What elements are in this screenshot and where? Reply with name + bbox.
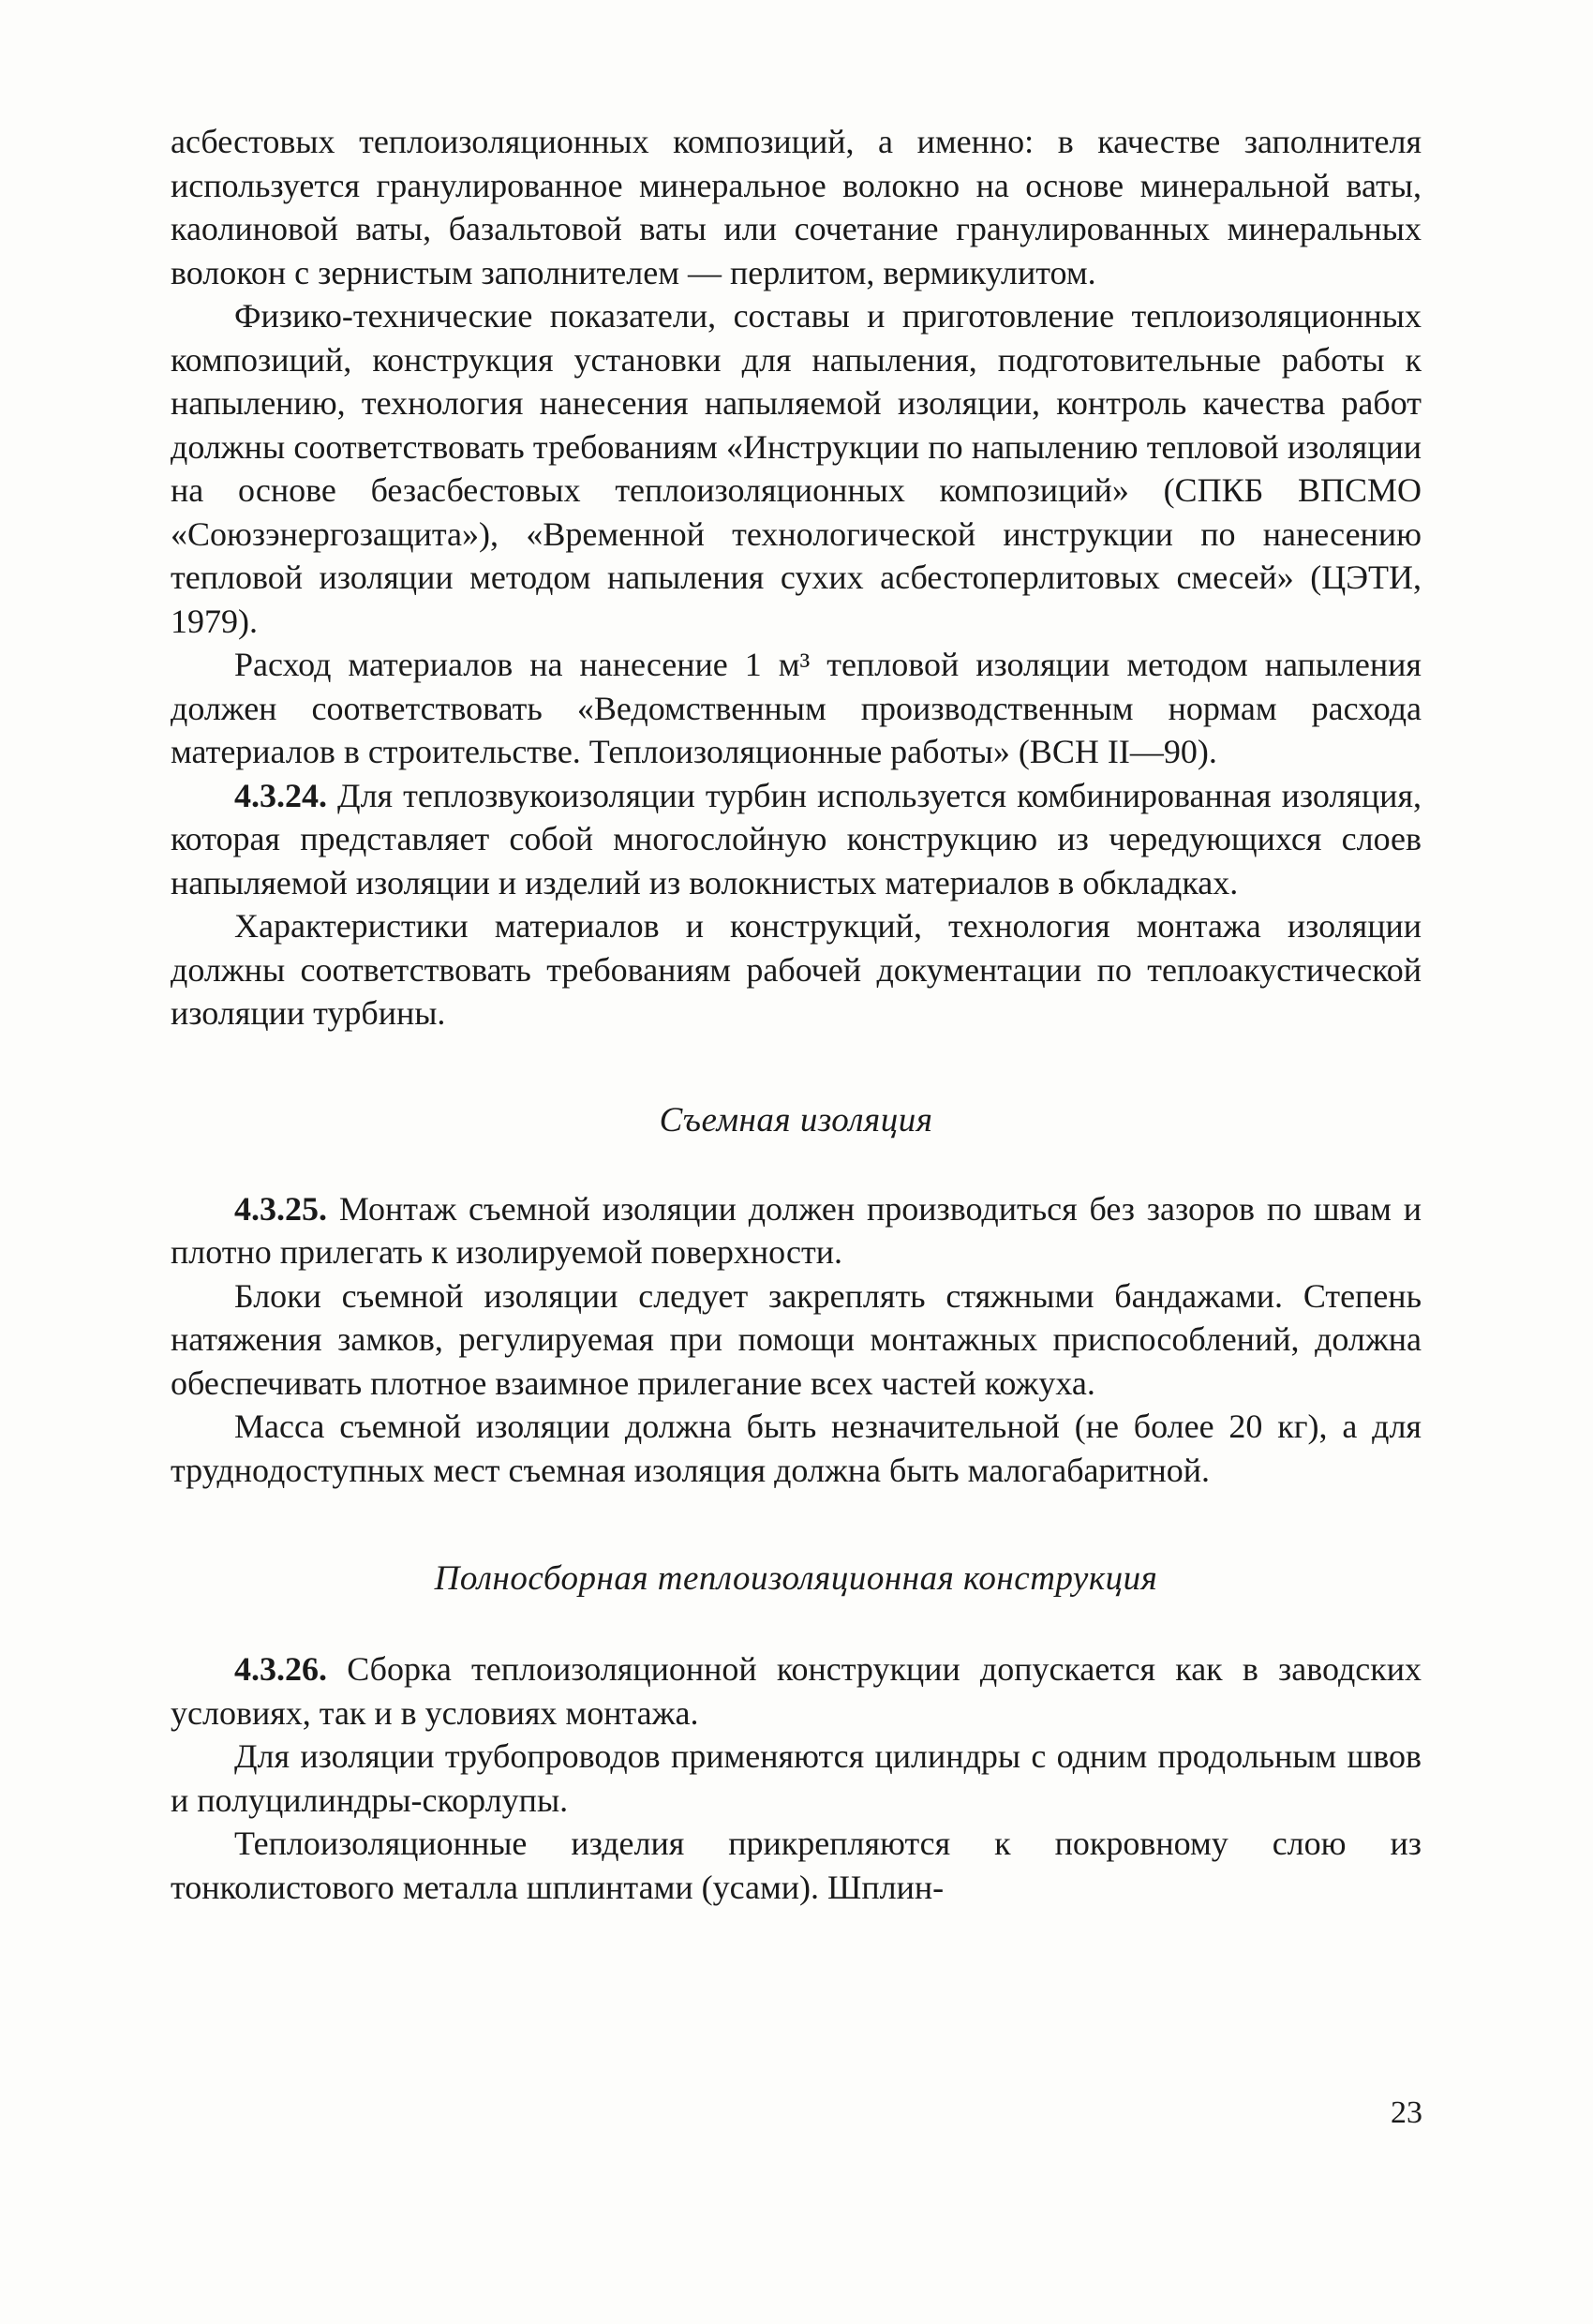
page-number: 23	[1391, 2095, 1422, 2130]
paragraph-pipe-cylinders: Для изоляции трубопроводов применяются цилиндры с одним продольным швов и полуцилиндры-скорлупы.	[171, 1737, 1422, 1819]
clause-4-3-25	[171, 1187, 1422, 1274]
clause-number: 4.3.24.	[234, 776, 327, 814]
clause-4-3-24	[171, 774, 1422, 905]
section-heading-removable: Съемная изоляция	[659, 1100, 933, 1140]
body-text	[171, 120, 1422, 1909]
paragraph-intro-continuation: асбестовых теплоизоляционных композиций, а именно: в качестве заполнителя используется гранулированное минеральное волокно на основе минеральной ваты, каолиновой ваты, базальтовой ваты или сочетание гранулированных минеральных волокон с зернистым заполнителем — перлитом, вермикулитом.	[171, 123, 1422, 291]
paragraph-removable-mass: Масса съемной изоляции должна быть незначительной (не более 20 кг), а для труднодоступных мест съемная изоляция должна быть малогабаритной.	[171, 1408, 1422, 1489]
paragraph-removable-blocks: Блоки съемной изоляции следует закреплять стяжными бандажами. Степень натяжения замков, регулируемая при помощи монтажных приспособлений, должна обеспечивать плотное взаимное прилегание всех частей кожуха.	[171, 1276, 1422, 1402]
clause-text: Для теплозвукоизоляции турбин используется комбинированная изоляция, которая представляет собой многослойную конструкцию из чередующихся слоев напыляемой изоляции и изделий из волокнистых материалов в обкладках.	[171, 776, 1422, 901]
clause-text: Сборка теплоизоляционной конструкции допускается как в заводских условиях, так и в условиях монтажа.	[171, 1650, 1422, 1732]
section-heading-prefab: Полносборная теплоизоляционная конструкция	[434, 1559, 1158, 1598]
paragraph-split-pins: Теплоизоляционные изделия прикрепляются к покровному слою из тонколистового металла шплинтами (усами). Шплин-	[171, 1825, 1422, 1906]
clause-number: 4.3.25.	[234, 1189, 327, 1228]
clause-4-3-26	[171, 1647, 1422, 1735]
clause-number: 4.3.26.	[234, 1650, 327, 1688]
paragraph-physical-technical: Физико-технические показатели, составы и приготовление теплоизоляционных композиций, конструкция установки для напыления, подготовительные работы к напылению, технология нанесения напыляемой изоляции, контроль качества работ должны соответствовать требованиям «Инструкции по напылению тепловой изоляции на основе безасбестовых теплоизоляционных композиций» (СПКБ ВПСМО «Союзэнергозащита»), «Временной технологической инструкции по нанесению тепловой изоляции методом напыления сухих асбестоперлитовых смесей» (ЦЭТИ, 1979).	[171, 297, 1422, 640]
paragraph-characteristics: Характеристики материалов и конструкций, технология монтажа изоляции должны соответствовать требованиям рабочей документации по теплоакустической изоляции турбины.	[171, 907, 1422, 1032]
paragraph-material-consumption: Расход материалов на нанесение 1 м³ тепловой изоляции методом напыления должен соответствовать «Ведомственным производственным нормам расхода материалов в строительстве. Теплоизоляционные работы» (ВСН II—90).	[171, 646, 1422, 770]
clause-text: Монтаж съемной изоляции должен производиться без зазоров по швам и плотно прилегать к изолируемой поверхности.	[171, 1189, 1422, 1271]
